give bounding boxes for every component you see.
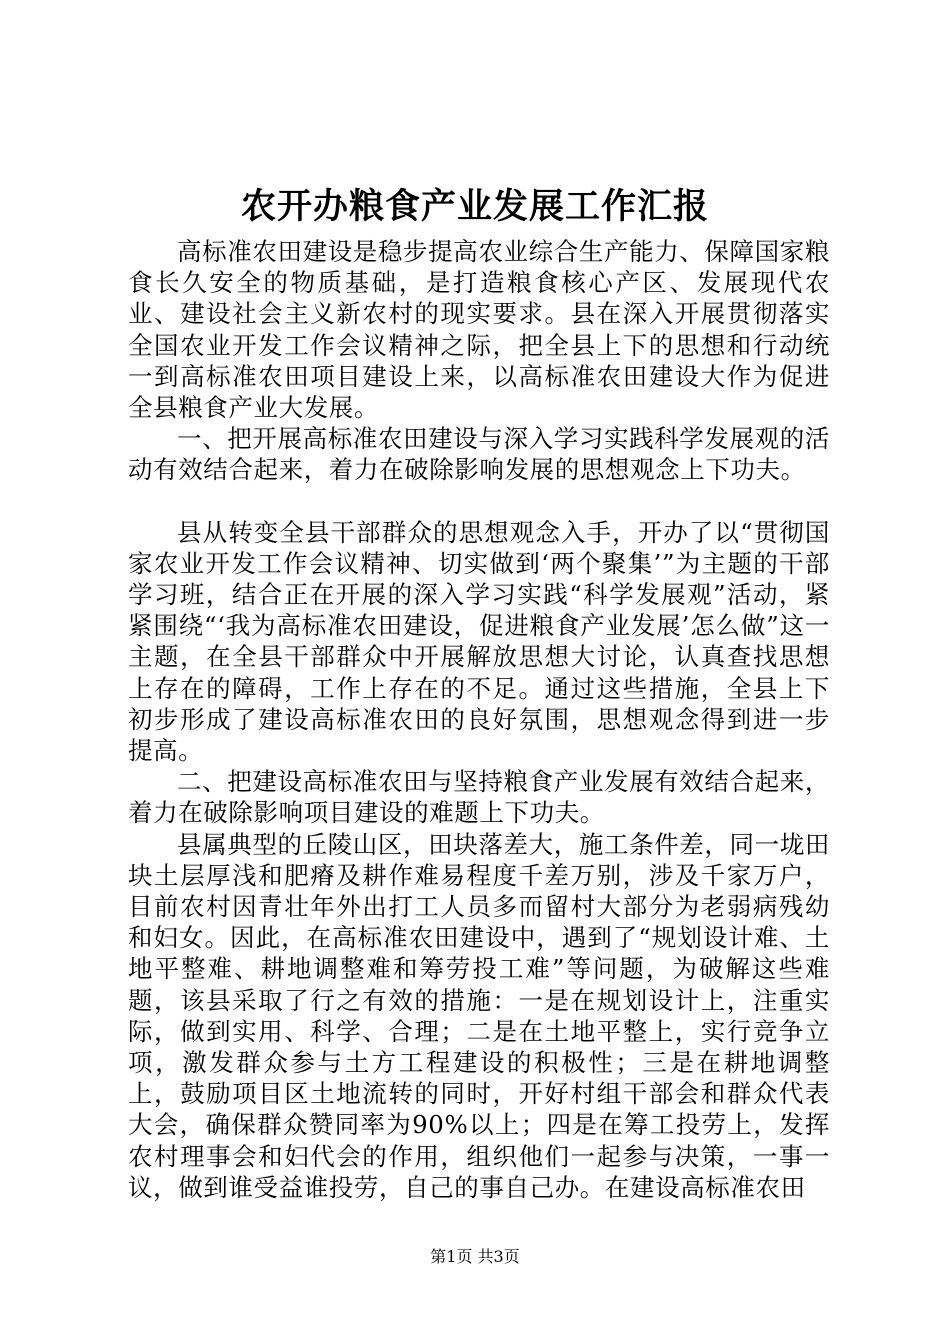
paragraph-spacer: [128, 486, 830, 517]
paragraph-heading-two: 二、把建设高标准农田与坚持粮食产业发展有效结合起来，着力在破除影响项目建设的难题上下功夫。: [128, 767, 830, 828]
paragraph-heading-one: 一、把开展高标准农田建设与深入学习实践科学发展观的活动有效结合起来，着力在破除影响发展的思想观念上下功夫。: [128, 424, 830, 485]
document-title: 农开办粮食产业发展工作汇报: [240, 186, 709, 227]
paragraph-intro: 高标准农田建设是稳步提高农业综合生产能力、保障国家粮食长久安全的物质基础，是打造粮食核心产区、发展现代农业、建设社会主义新农村的现实要求。县在深入开展贯彻落实全国农业开发工作会议精神之际，把全县上下的思想和行动统一到高标准农田项目建设上来，以高标准农田建设大作为促进全县粮食产业大发展。: [128, 237, 830, 423]
document-body: [128, 236, 830, 1203]
paragraph-section-one: 县从转变全县干部群众的思想观念入手，开办了以“贯彻国家农业开发工作会议精神、切实做到‘两个聚集’”为主题的干部学习班，结合正在开展的深入学习实践“科学发展观”活动，紧紧围绕“‘我为高标准农田建设，促进粮食产业发展’怎么做”这一主题，在全县干部群众中开展解放思想大讨论，认真查找思想上存在的障碍，工作上存在的不足。通过这些措施，全县上下初步形成了建设高标准农田的良好氛围，思想观念得到进一步提高。: [128, 517, 830, 766]
page-footer: 第1页 共3页: [430, 1247, 520, 1266]
paragraph-section-two: 县属典型的丘陵山区，田块落差大，施工条件差，同一垅田块土层厚浅和肥瘠及耕作难易程度千差万别，涉及千家万户，目前农村因青壮年外出打工人员多而留村大部分为老弱病残幼和妇女。因此，在高标准农田建设中，遇到了“规划设计难、土地平整难、耕地调整难和筹劳投工难”等问题，为破解这些难题，该县采取了行之有效的措施：一是在规划设计上，注重实际，做到实用、科学、合理；二是在土地平整上，实行竞争立项，激发群众参与土方工程建设的积极性；三是在耕地调整上，鼓励项目区土地流转的同时，开好村组干部会和群众代表大会，确保群众赞同率为90%以上；四是在筹工投劳上，发挥农村理事会和妇代会的作用，组织他们一起参与决策，一事一议，做到谁受益谁投劳，自己的事自己办。在建设高标准农田: [128, 829, 830, 1202]
